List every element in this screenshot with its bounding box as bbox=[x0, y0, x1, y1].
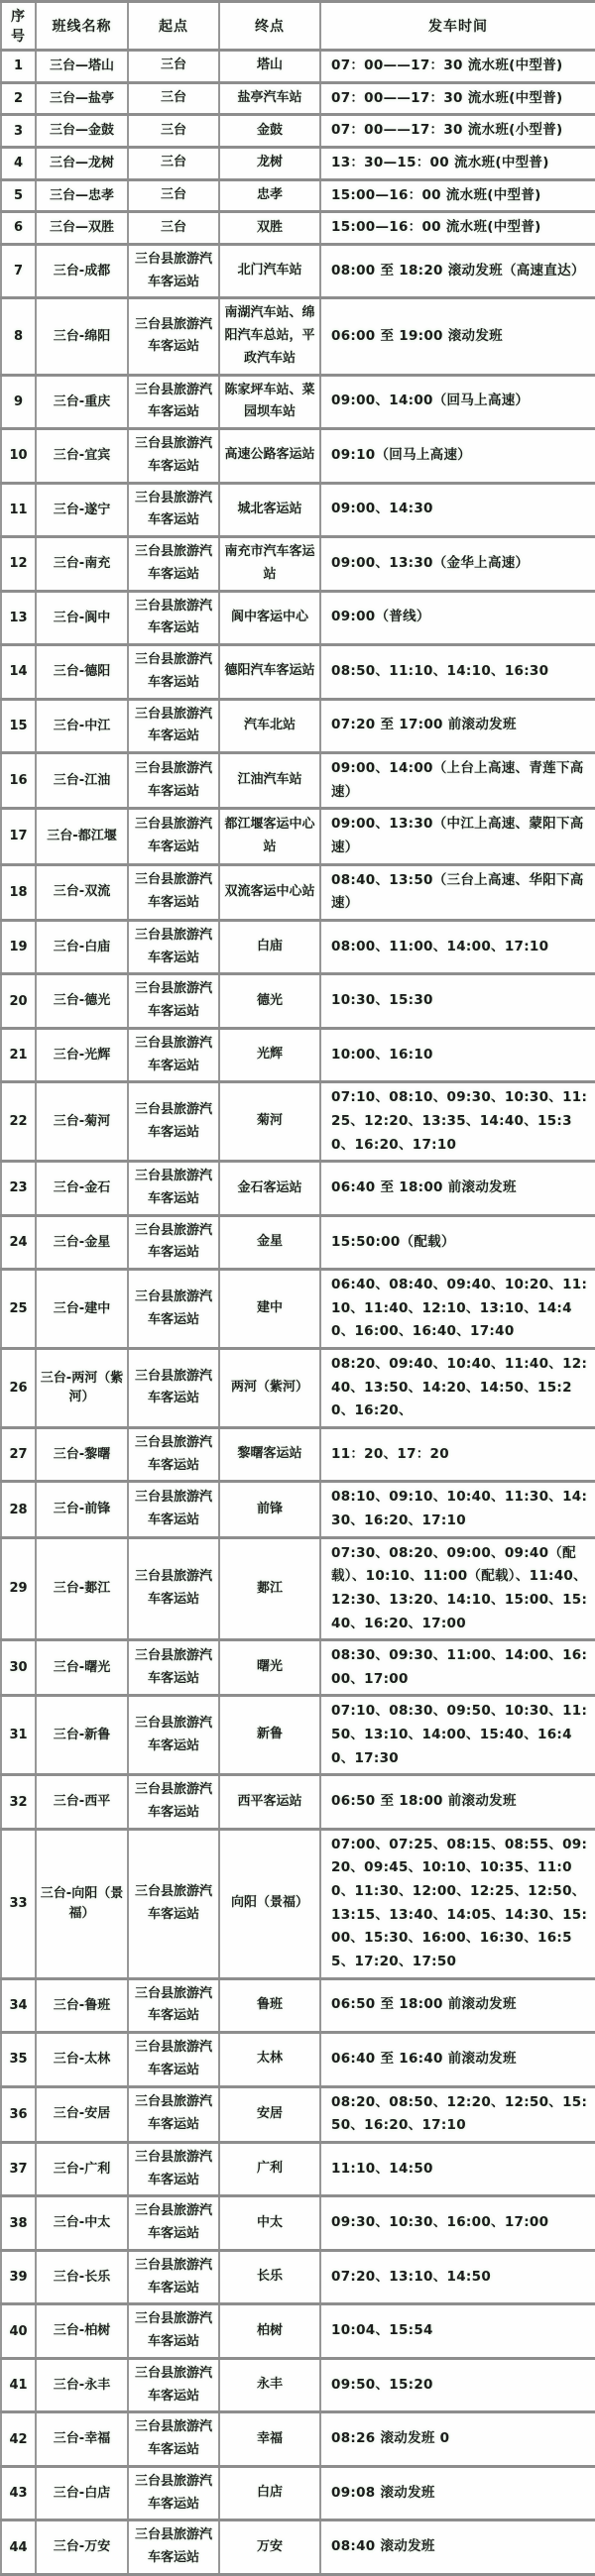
origin-cell: 三台 bbox=[128, 51, 219, 83]
destination-cell: 忠孝 bbox=[219, 179, 320, 212]
destination-cell: 都江堰客运中心站 bbox=[219, 809, 320, 864]
departure-time-cell: 09:08 滚动发班 bbox=[320, 2466, 595, 2520]
row-index-cell: 35 bbox=[1, 2033, 36, 2087]
departure-time-cell: 15:50:00（配载） bbox=[320, 1215, 595, 1270]
origin-cell: 三台县旅游汽车客运站 bbox=[128, 2466, 219, 2520]
route-name-cell: 三台-成都 bbox=[36, 244, 128, 298]
departure-time-cell: 08:50、11:10、14:10、16:30 bbox=[320, 645, 595, 700]
destination-cell: 万安 bbox=[219, 2520, 320, 2575]
origin-cell: 三台县旅游汽车客运站 bbox=[128, 2196, 219, 2251]
route-name-cell: 三台-两河（紫河） bbox=[36, 1349, 128, 1428]
destination-cell: 菊河 bbox=[219, 1082, 320, 1162]
row-index-cell: 13 bbox=[1, 591, 36, 645]
origin-cell: 三台县旅游汽车客运站 bbox=[128, 809, 219, 864]
row-index-cell: 37 bbox=[1, 2142, 36, 2196]
origin-cell: 三台县旅游汽车客运站 bbox=[128, 2086, 219, 2142]
destination-cell: 郪江 bbox=[219, 1537, 320, 1640]
route-name-cell: 三台-白店 bbox=[36, 2466, 128, 2520]
route-name-cell: 三台-金石 bbox=[36, 1162, 128, 1216]
route-name-cell: 三台-长乐 bbox=[36, 2250, 128, 2304]
route-name-cell: 三台-永丰 bbox=[36, 2358, 128, 2412]
table-row bbox=[1, 2304, 595, 2359]
destination-cell: 南湖汽车站、绵阳汽车总站，平政汽车站 bbox=[219, 298, 320, 375]
row-index-cell: 12 bbox=[1, 537, 36, 592]
departure-time-cell: 06:50 至 18:00 前滚动发班 bbox=[320, 1775, 595, 1830]
origin-cell: 三台县旅游汽车客运站 bbox=[128, 2520, 219, 2575]
departure-time-cell: 07：00——17：30 流水班(中型普) bbox=[320, 51, 595, 83]
origin-cell: 三台县旅游汽车客运站 bbox=[128, 2304, 219, 2359]
route-name-cell: 三台-建中 bbox=[36, 1270, 128, 1349]
table-row bbox=[1, 2196, 595, 2251]
departure-time-cell: 07：00——17：30 流水班(小型普) bbox=[320, 115, 595, 148]
departure-time-cell: 06:00 至 19:00 滚动发班 bbox=[320, 298, 595, 375]
route-name-cell: 三台—忠孝 bbox=[36, 179, 128, 212]
row-index-cell: 21 bbox=[1, 1028, 36, 1082]
departure-time-cell: 06:40、08:40、09:40、10:20、11:10、11:40、12:10、13:10、14:40、16:00、16:40、17:40 bbox=[320, 1270, 595, 1349]
destination-cell: 中太 bbox=[219, 2196, 320, 2251]
origin-cell: 三台县旅游汽车客运站 bbox=[128, 1028, 219, 1082]
departure-time-cell: 07:20 至 17:00 前滚动发班 bbox=[320, 699, 595, 753]
origin-cell: 三台县旅游汽车客运站 bbox=[128, 429, 219, 484]
departure-time-cell: 09:00、14:30 bbox=[320, 483, 595, 537]
departure-time-cell: 07:10、08:30、09:50、10:30、11:50、13:10、14:00、15:40、16:40、17:30 bbox=[320, 1696, 595, 1775]
departure-time-cell: 10:04、15:54 bbox=[320, 2304, 595, 2359]
table-row bbox=[1, 591, 595, 645]
departure-time-cell: 08:00、11:00、14:00、17:10 bbox=[320, 920, 595, 974]
departure-time-cell: 09:50、15:20 bbox=[320, 2358, 595, 2412]
row-index-cell: 9 bbox=[1, 375, 36, 429]
table-row bbox=[1, 1482, 595, 1537]
row-index-cell: 10 bbox=[1, 429, 36, 484]
departure-time-cell: 08:30、09:30、11:00、14:00、16:00、17:00 bbox=[320, 1640, 595, 1696]
row-index-cell: 5 bbox=[1, 179, 36, 212]
route-name-cell: 三台-柏树 bbox=[36, 2304, 128, 2359]
header-cell-index: 序号 bbox=[1, 2, 36, 51]
row-index-cell: 11 bbox=[1, 483, 36, 537]
route-name-cell: 三台-万安 bbox=[36, 2520, 128, 2575]
row-index-cell: 27 bbox=[1, 1427, 36, 1482]
destination-cell: 江油汽车站 bbox=[219, 753, 320, 809]
origin-cell: 三台县旅游汽车客运站 bbox=[128, 1270, 219, 1349]
origin-cell: 三台县旅游汽车客运站 bbox=[128, 1829, 219, 1978]
table-row bbox=[1, 974, 595, 1029]
route-name-cell: 三台-向阳（景福） bbox=[36, 1829, 128, 1978]
table-row bbox=[1, 645, 595, 700]
departure-time-cell: 07:10、08:10、09:30、10:30、11:25、12:20、13:35、14:40、15:30、16:20、17:10 bbox=[320, 1082, 595, 1162]
row-index-cell: 19 bbox=[1, 920, 36, 974]
table-row bbox=[1, 244, 595, 298]
table-row bbox=[1, 537, 595, 592]
origin-cell: 三台县旅游汽车客运站 bbox=[128, 2142, 219, 2196]
destination-cell: 永丰 bbox=[219, 2358, 320, 2412]
route-name-cell: 三台-双流 bbox=[36, 864, 128, 920]
row-index-cell: 17 bbox=[1, 809, 36, 864]
route-name-cell: 三台-菊河 bbox=[36, 1082, 128, 1162]
destination-cell: 盐亭汽车站 bbox=[219, 82, 320, 115]
row-index-cell: 31 bbox=[1, 1696, 36, 1775]
row-index-cell: 20 bbox=[1, 974, 36, 1029]
origin-cell: 三台县旅游汽车客运站 bbox=[128, 375, 219, 429]
table-row bbox=[1, 2250, 595, 2304]
table-body bbox=[1, 51, 595, 2575]
row-index-cell: 43 bbox=[1, 2466, 36, 2520]
origin-cell: 三台县旅游汽车客运站 bbox=[128, 2033, 219, 2087]
origin-cell: 三台县旅游汽车客运站 bbox=[128, 483, 219, 537]
origin-cell: 三台县旅游汽车客运站 bbox=[128, 753, 219, 809]
destination-cell: 黎曙客运站 bbox=[219, 1427, 320, 1482]
route-name-cell: 三台-重庆 bbox=[36, 375, 128, 429]
table-row bbox=[1, 1427, 595, 1482]
table-row bbox=[1, 375, 595, 429]
destination-cell: 白庙 bbox=[219, 920, 320, 974]
destination-cell: 陈家坪车站、菜园坝车站 bbox=[219, 375, 320, 429]
departure-time-cell: 15:00—16：00 流水班(中型普) bbox=[320, 212, 595, 245]
row-index-cell: 34 bbox=[1, 1978, 36, 2033]
table-row bbox=[1, 1829, 595, 1978]
table-row bbox=[1, 2086, 595, 2142]
destination-cell: 向阳（景福） bbox=[219, 1829, 320, 1978]
table-row bbox=[1, 1162, 595, 1216]
destination-cell: 曙光 bbox=[219, 1640, 320, 1696]
route-name-cell: 三台—盐亭 bbox=[36, 82, 128, 115]
row-index-cell: 14 bbox=[1, 645, 36, 700]
origin-cell: 三台县旅游汽车客运站 bbox=[128, 298, 219, 375]
departure-time-cell: 07:00、07:25、08:15、08:55、09:20、09:45、10:10、10:35、11:00、11:30、12:00、12:25、12:50、13:15、13:40、14:05、14:30、15:00、15:30、16:00、16:30、16:55、17:20、17:50 bbox=[320, 1829, 595, 1978]
table-row bbox=[1, 753, 595, 809]
row-index-cell: 15 bbox=[1, 699, 36, 753]
row-index-cell: 39 bbox=[1, 2250, 36, 2304]
destination-cell: 柏树 bbox=[219, 2304, 320, 2359]
route-name-cell: 三台-德光 bbox=[36, 974, 128, 1029]
destination-cell: 南充市汽车客运站 bbox=[219, 537, 320, 592]
origin-cell: 三台县旅游汽车客运站 bbox=[128, 1696, 219, 1775]
destination-cell: 德光 bbox=[219, 974, 320, 1029]
origin-cell: 三台 bbox=[128, 82, 219, 115]
departure-time-cell: 06:40 至 16:40 前滚动发班 bbox=[320, 2033, 595, 2087]
destination-cell: 白店 bbox=[219, 2466, 320, 2520]
departure-time-cell: 07：00——17：30 流水班(中型普) bbox=[320, 82, 595, 115]
table-row bbox=[1, 1537, 595, 1640]
table-row bbox=[1, 115, 595, 148]
route-name-cell: 三台-郪江 bbox=[36, 1537, 128, 1640]
row-index-cell: 4 bbox=[1, 147, 36, 179]
table-row bbox=[1, 483, 595, 537]
origin-cell: 三台县旅游汽车客运站 bbox=[128, 864, 219, 920]
origin-cell: 三台 bbox=[128, 147, 219, 179]
route-name-cell: 三台-江油 bbox=[36, 753, 128, 809]
table-row bbox=[1, 298, 595, 375]
origin-cell: 三台县旅游汽车客运站 bbox=[128, 1215, 219, 1270]
row-index-cell: 1 bbox=[1, 51, 36, 83]
route-name-cell: 三台-白庙 bbox=[36, 920, 128, 974]
route-name-cell: 三台-都江堰 bbox=[36, 809, 128, 864]
origin-cell: 三台县旅游汽车客运站 bbox=[128, 1427, 219, 1482]
departure-time-cell: 11：20、17：20 bbox=[320, 1427, 595, 1482]
origin-cell: 三台县旅游汽车客运站 bbox=[128, 1082, 219, 1162]
origin-cell: 三台 bbox=[128, 212, 219, 245]
row-index-cell: 24 bbox=[1, 1215, 36, 1270]
header-cell-origin: 起点 bbox=[128, 2, 219, 51]
destination-cell: 阆中客运中心 bbox=[219, 591, 320, 645]
table-header bbox=[1, 2, 595, 51]
header-cell-departure-time: 发车时间 bbox=[320, 2, 595, 51]
table-row bbox=[1, 2033, 595, 2087]
row-index-cell: 8 bbox=[1, 298, 36, 375]
route-name-cell: 三台-宜宾 bbox=[36, 429, 128, 484]
departure-time-cell: 09:30、10:30、16:00、17:00 bbox=[320, 2196, 595, 2251]
table-row bbox=[1, 1775, 595, 1830]
destination-cell: 鲁班 bbox=[219, 1978, 320, 2033]
row-index-cell: 32 bbox=[1, 1775, 36, 1830]
table-row bbox=[1, 1978, 595, 2033]
origin-cell: 三台县旅游汽车客运站 bbox=[128, 537, 219, 592]
destination-cell: 长乐 bbox=[219, 2250, 320, 2304]
origin-cell: 三台县旅游汽车客运站 bbox=[128, 244, 219, 298]
departure-time-cell: 07:20、13:10、14:50 bbox=[320, 2250, 595, 2304]
row-index-cell: 25 bbox=[1, 1270, 36, 1349]
departure-time-cell: 06:40 至 18:00 前滚动发班 bbox=[320, 1162, 595, 1216]
table-row bbox=[1, 1215, 595, 1270]
route-name-cell: 三台-西平 bbox=[36, 1775, 128, 1830]
destination-cell: 安居 bbox=[219, 2086, 320, 2142]
departure-time-cell: 13：30—15：00 流水班(中型普) bbox=[320, 147, 595, 179]
departure-time-cell: 10:30、15:30 bbox=[320, 974, 595, 1029]
table-row bbox=[1, 2142, 595, 2196]
route-name-cell: 三台-德阳 bbox=[36, 645, 128, 700]
table-row bbox=[1, 2520, 595, 2575]
departure-time-cell: 08:26 滚动发班 0 bbox=[320, 2412, 595, 2467]
row-index-cell: 38 bbox=[1, 2196, 36, 2251]
route-name-cell: 三台—金鼓 bbox=[36, 115, 128, 148]
route-name-cell: 三台-南充 bbox=[36, 537, 128, 592]
destination-cell: 城北客运站 bbox=[219, 483, 320, 537]
origin-cell: 三台县旅游汽车客运站 bbox=[128, 1775, 219, 1830]
destination-cell: 幸福 bbox=[219, 2412, 320, 2467]
table-row bbox=[1, 212, 595, 245]
origin-cell: 三台县旅游汽车客运站 bbox=[128, 1640, 219, 1696]
route-name-cell: 三台-曙光 bbox=[36, 1640, 128, 1696]
origin-cell: 三台县旅游汽车客运站 bbox=[128, 2250, 219, 2304]
table-row bbox=[1, 864, 595, 920]
destination-cell: 德阳汽车客运站 bbox=[219, 645, 320, 700]
table-row bbox=[1, 809, 595, 864]
header-row bbox=[1, 2, 595, 51]
destination-cell: 高速公路客运站 bbox=[219, 429, 320, 484]
table-row bbox=[1, 82, 595, 115]
destination-cell: 新鲁 bbox=[219, 1696, 320, 1775]
route-name-cell: 三台-光辉 bbox=[36, 1028, 128, 1082]
destination-cell: 光辉 bbox=[219, 1028, 320, 1082]
destination-cell: 北门汽车站 bbox=[219, 244, 320, 298]
destination-cell: 金鼓 bbox=[219, 115, 320, 148]
departure-time-cell: 08:40 滚动发班 bbox=[320, 2520, 595, 2575]
row-index-cell: 42 bbox=[1, 2412, 36, 2467]
route-name-cell: 三台-广利 bbox=[36, 2142, 128, 2196]
row-index-cell: 33 bbox=[1, 1829, 36, 1978]
origin-cell: 三台 bbox=[128, 115, 219, 148]
table-row bbox=[1, 147, 595, 179]
route-name-cell: 三台-太林 bbox=[36, 2033, 128, 2087]
table-row bbox=[1, 2358, 595, 2412]
row-index-cell: 40 bbox=[1, 2304, 36, 2359]
origin-cell: 三台县旅游汽车客运站 bbox=[128, 974, 219, 1029]
destination-cell: 塔山 bbox=[219, 51, 320, 83]
table-row bbox=[1, 2466, 595, 2520]
destination-cell: 双胜 bbox=[219, 212, 320, 245]
destination-cell: 两河（紫河） bbox=[219, 1349, 320, 1428]
table-row bbox=[1, 1696, 595, 1775]
table-row bbox=[1, 429, 595, 484]
departure-time-cell: 08:10、09:10、10:40、11:30、14:30、16:20、17:10 bbox=[320, 1482, 595, 1537]
departure-time-cell: 08:00 至 18:20 滚动发班（高速直达） bbox=[320, 244, 595, 298]
header-cell-route-name: 班线名称 bbox=[36, 2, 128, 51]
origin-cell: 三台县旅游汽车客运站 bbox=[128, 1162, 219, 1216]
route-name-cell: 三台—塔山 bbox=[36, 51, 128, 83]
row-index-cell: 30 bbox=[1, 1640, 36, 1696]
departure-time-cell: 08:20、08:50、12:20、12:50、15:50、16:20、17:10 bbox=[320, 2086, 595, 2142]
departure-time-cell: 09:00、14:00（回马上高速） bbox=[320, 375, 595, 429]
route-name-cell: 三台-绵阳 bbox=[36, 298, 128, 375]
route-name-cell: 三台—双胜 bbox=[36, 212, 128, 245]
row-index-cell: 3 bbox=[1, 115, 36, 148]
table-row bbox=[1, 2412, 595, 2467]
origin-cell: 三台县旅游汽车客运站 bbox=[128, 1349, 219, 1428]
departure-time-cell: 08:20、09:40、10:40、11:40、12:40、13:50、14:20、14:50、15:20、16:20、 bbox=[320, 1349, 595, 1428]
route-name-cell: 三台-新鲁 bbox=[36, 1696, 128, 1775]
row-index-cell: 2 bbox=[1, 82, 36, 115]
table-row bbox=[1, 699, 595, 753]
destination-cell: 金星 bbox=[219, 1215, 320, 1270]
departure-time-cell: 09:00、14:00（上台上高速、青莲下高速） bbox=[320, 753, 595, 809]
destination-cell: 汽车北站 bbox=[219, 699, 320, 753]
departure-time-cell: 06:50 至 18:00 前滚动发班 bbox=[320, 1978, 595, 2033]
departure-time-cell: 09:10（回马上高速） bbox=[320, 429, 595, 484]
origin-cell: 三台县旅游汽车客运站 bbox=[128, 645, 219, 700]
destination-cell: 太林 bbox=[219, 2033, 320, 2087]
table-row bbox=[1, 1082, 595, 1162]
origin-cell: 三台县旅游汽车客运站 bbox=[128, 1482, 219, 1537]
departure-time-cell: 10:00、16:10 bbox=[320, 1028, 595, 1082]
departure-time-cell: 11:10、14:50 bbox=[320, 2142, 595, 2196]
departure-time-cell: 08:40、13:50（三台上高速、华阳下高速） bbox=[320, 864, 595, 920]
row-index-cell: 23 bbox=[1, 1162, 36, 1216]
destination-cell: 西平客运站 bbox=[219, 1775, 320, 1830]
row-index-cell: 28 bbox=[1, 1482, 36, 1537]
table-row bbox=[1, 1028, 595, 1082]
row-index-cell: 36 bbox=[1, 2086, 36, 2142]
row-index-cell: 41 bbox=[1, 2358, 36, 2412]
destination-cell: 前锋 bbox=[219, 1482, 320, 1537]
table-row bbox=[1, 179, 595, 212]
route-name-cell: 三台-鲁班 bbox=[36, 1978, 128, 2033]
route-name-cell: 三台-中太 bbox=[36, 2196, 128, 2251]
departure-time-cell: 09:00（普线） bbox=[320, 591, 595, 645]
header-cell-destination: 终点 bbox=[219, 2, 320, 51]
route-name-cell: 三台-幸福 bbox=[36, 2412, 128, 2467]
row-index-cell: 29 bbox=[1, 1537, 36, 1640]
row-index-cell: 6 bbox=[1, 212, 36, 245]
row-index-cell: 18 bbox=[1, 864, 36, 920]
route-name-cell: 三台—龙树 bbox=[36, 147, 128, 179]
row-index-cell: 16 bbox=[1, 753, 36, 809]
row-index-cell: 7 bbox=[1, 244, 36, 298]
destination-cell: 广利 bbox=[219, 2142, 320, 2196]
route-name-cell: 三台-阆中 bbox=[36, 591, 128, 645]
route-name-cell: 三台-金星 bbox=[36, 1215, 128, 1270]
departure-time-cell: 09:00、13:30（金华上高速） bbox=[320, 537, 595, 592]
row-index-cell: 22 bbox=[1, 1082, 36, 1162]
destination-cell: 龙树 bbox=[219, 147, 320, 179]
origin-cell: 三台县旅游汽车客运站 bbox=[128, 1978, 219, 2033]
origin-cell: 三台县旅游汽车客运站 bbox=[128, 2358, 219, 2412]
route-name-cell: 三台-前锋 bbox=[36, 1482, 128, 1537]
origin-cell: 三台县旅游汽车客运站 bbox=[128, 1537, 219, 1640]
route-name-cell: 三台-安居 bbox=[36, 2086, 128, 2142]
departure-time-cell: 07:30、08:20、09:00、09:40（配载）、10:10、11:00（配载）、11:40、12:30、13:20、14:10、15:00、15:40、16:20、17:00 bbox=[320, 1537, 595, 1640]
departure-time-cell: 09:00、13:30（中江上高速、蒙阳下高速） bbox=[320, 809, 595, 864]
route-name-cell: 三台-黎曙 bbox=[36, 1427, 128, 1482]
departure-time-cell: 15:00—16：00 流水班(中型普) bbox=[320, 179, 595, 212]
route-name-cell: 三台-遂宁 bbox=[36, 483, 128, 537]
origin-cell: 三台 bbox=[128, 179, 219, 212]
destination-cell: 金石客运站 bbox=[219, 1162, 320, 1216]
origin-cell: 三台县旅游汽车客运站 bbox=[128, 920, 219, 974]
table-row bbox=[1, 1270, 595, 1349]
row-index-cell: 26 bbox=[1, 1349, 36, 1428]
origin-cell: 三台县旅游汽车客运站 bbox=[128, 2412, 219, 2467]
table-row bbox=[1, 1640, 595, 1696]
row-index-cell: 44 bbox=[1, 2520, 36, 2575]
route-name-cell: 三台-中江 bbox=[36, 699, 128, 753]
destination-cell: 双流客运中心站 bbox=[219, 864, 320, 920]
table-row bbox=[1, 51, 595, 83]
table-row bbox=[1, 1349, 595, 1428]
destination-cell: 建中 bbox=[219, 1270, 320, 1349]
table-row bbox=[1, 920, 595, 974]
origin-cell: 三台县旅游汽车客运站 bbox=[128, 591, 219, 645]
origin-cell: 三台县旅游汽车客运站 bbox=[128, 699, 219, 753]
